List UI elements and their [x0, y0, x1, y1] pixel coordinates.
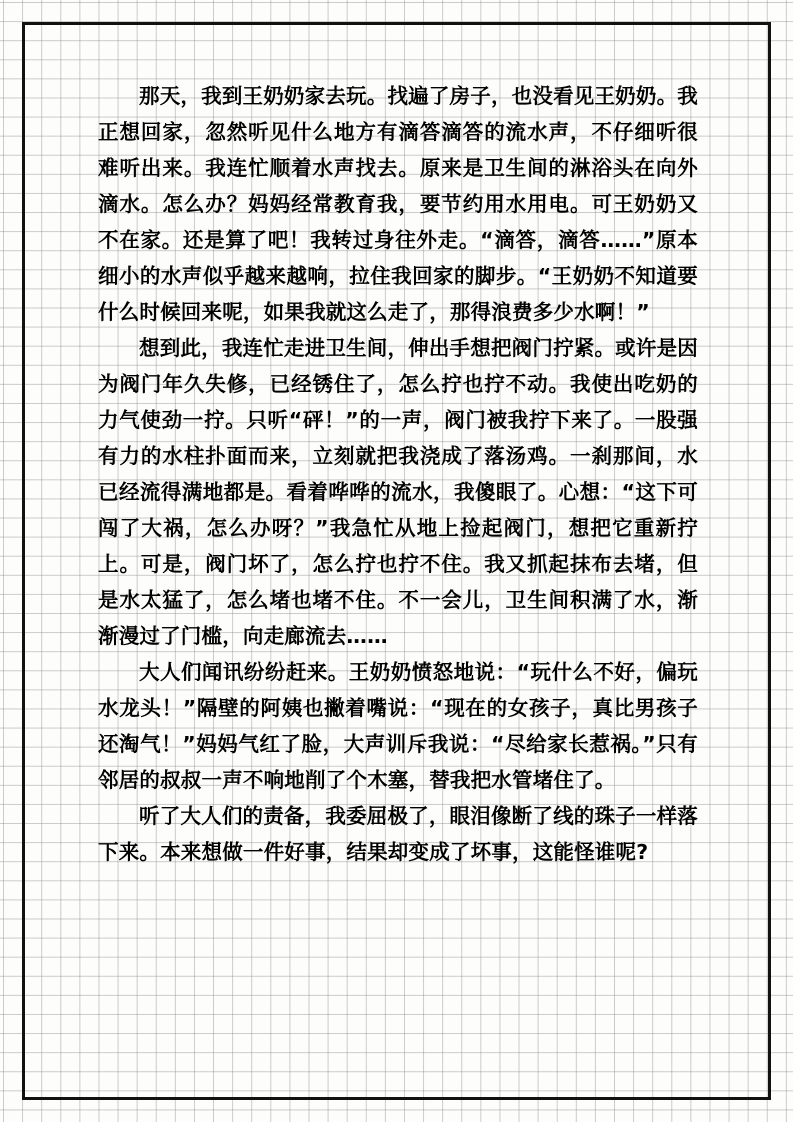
paragraph: 想到此，我连忙走进卫生间，伸出手想把阀门拧紧。或许是因为阀门年久失修，已经锈住了，怎么拧也拧不动。我使出吃奶的力气使劲一拧。只听“砰！”的一声，阀门被我拧下来了。一股强有力的水柱扑面而来，立刻就把我浇成了落汤鸡。一刹那间，水已经流得满地都是。看着哗哗的流水，我傻眼了。心想：“这下可闯了大祸，怎么办呀？”我急忙从地上捡起阀门，想把它重新拧上。可是，阀门坏了，怎么拧也拧不住。我又抓起抹布去堵，但是水太猛了，怎么堵也堵不住。不一会儿，卫生间积满了水，渐渐漫过了门槛，向走廊流去……: [98, 336, 698, 648]
paragraph: 听了大人们的责备，我委屈极了，眼泪像断了线的珠子一样落下来。本来想做一件好事，结果却变成了坏事，这能怪谁呢?: [98, 804, 698, 864]
paragraph: 大人们闻讯纷纷赶来。王奶奶愤怒地说：“玩什么不好，偏玩水龙头！”隔壁的阿姨也撇着嘴说：“现在的女孩子，真比男孩子还淘气！”妈妈气红了脸，大声训斥我说：“尽给家长惹祸。”只有邻居的叔叔一声不响地削了个木塞，替我把水管堵住了。: [98, 660, 698, 792]
composition-text: [98, 78, 698, 870]
paragraph: 那天，我到王奶奶家去玩。找遍了房子，也没看见王奶奶。我正想回家，忽然听见什么地方有滴答滴答的流水声，不仔细听很难听出来。我连忙顺着水声找去。原来是卫生间的淋浴头在向外滴水。怎么办？妈妈经常教育我，要节约用水用电。可王奶奶又不在家。还是算了吧！我转过身往外走。“滴答，滴答……”原本细小的水声似乎越来越响，拉住我回家的脚步。“王奶奶不知道要什么时候回来呢，如果我就这么走了，那得浪费多少水啊！”: [98, 84, 698, 324]
